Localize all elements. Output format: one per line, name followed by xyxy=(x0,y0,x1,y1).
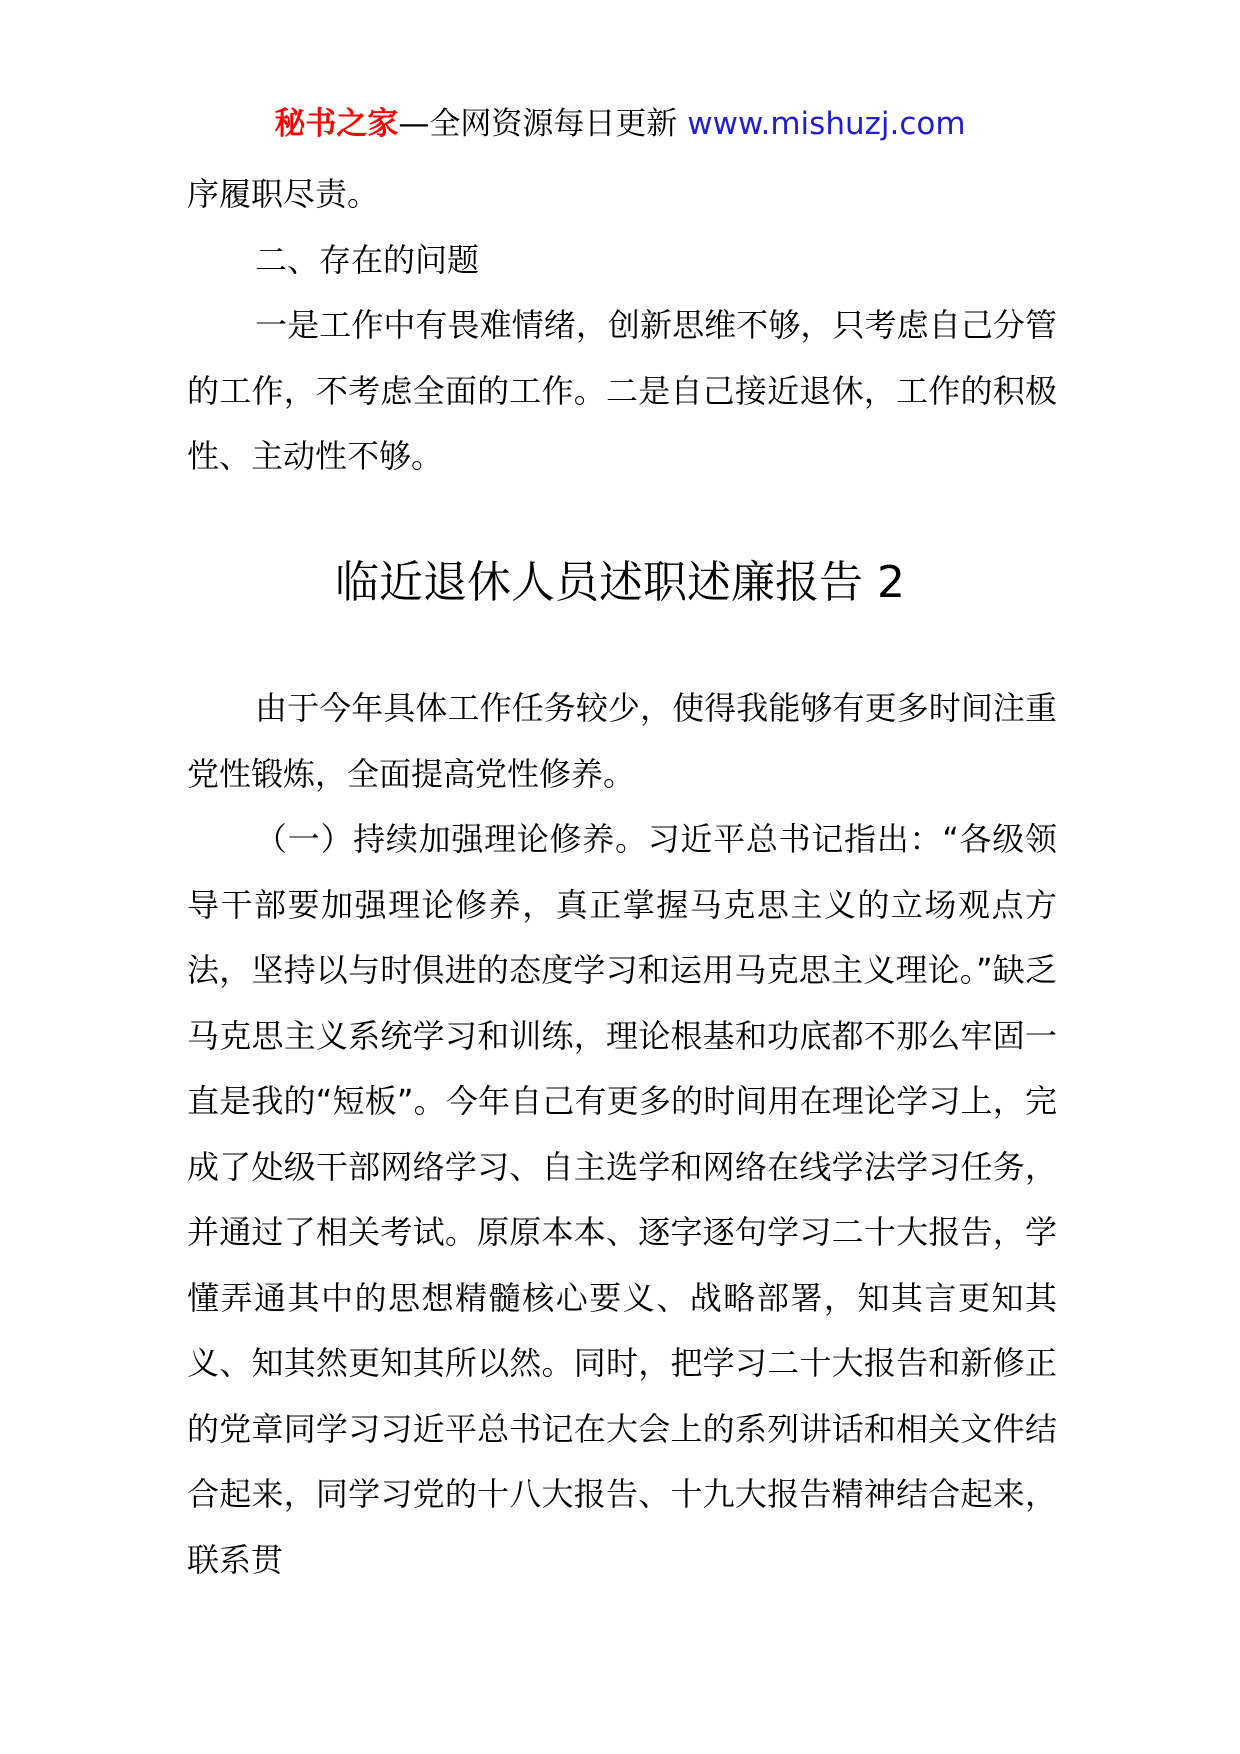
header-url-link[interactable]: www.mishuzj.com xyxy=(687,106,966,142)
problems-paragraph: 一是工作中有畏难情绪，创新思维不够，只考虑自己分管的工作，不考虑全面的工作。二是自己接近退休，工作的积极性、主动性不够。 xyxy=(187,306,1057,475)
header-tagline: —全网资源每日更新 xyxy=(398,106,678,142)
section-one xyxy=(187,162,1057,490)
header-brand: 秘书之家 xyxy=(274,106,399,142)
item-one-paragraph: （一）持续加强理论修养。习近平总书记指出：“各级领导干部要加强理论修养，真正掌握马克思主义的立场观点方法，坚持以与时俱进的态度学习和运用马克思主义理论。”缺乏马克思主义系统学习和训练，理论根基和功底都不那么牢固一直是我的“短板”。今年自己有更多的时间用在理论学习上，完成了处级干部网络学习、自主选学和网络在线学法学习任务，并通过了相关考试。原原本本、逐字逐句学习二十大报告，学懂弄通其中的思想精髓核心要义、战略部署，知其言更知其义、知其然更知其所以然。同时，把学习二十大报告和新修正的党章同学习习近平总书记在大会上的系列讲话和相关文件结合起来，同学习党的十八大报告、十九大报告精神结合起来，联系贯 xyxy=(187,820,1057,1579)
report-title: 临近退休人员述职述廉报告 2 xyxy=(335,557,905,608)
report-body xyxy=(187,676,1057,1593)
page-header xyxy=(0,100,1240,148)
section-heading: 二、存在的问题 xyxy=(255,240,480,279)
intro-paragraph: 由于今年具体工作任务较少，使得我能够有更多时间注重党性锻炼，全面提高党性修养。 xyxy=(187,689,1057,793)
continuation-paragraph: 序履职尽责。 xyxy=(187,175,380,213)
